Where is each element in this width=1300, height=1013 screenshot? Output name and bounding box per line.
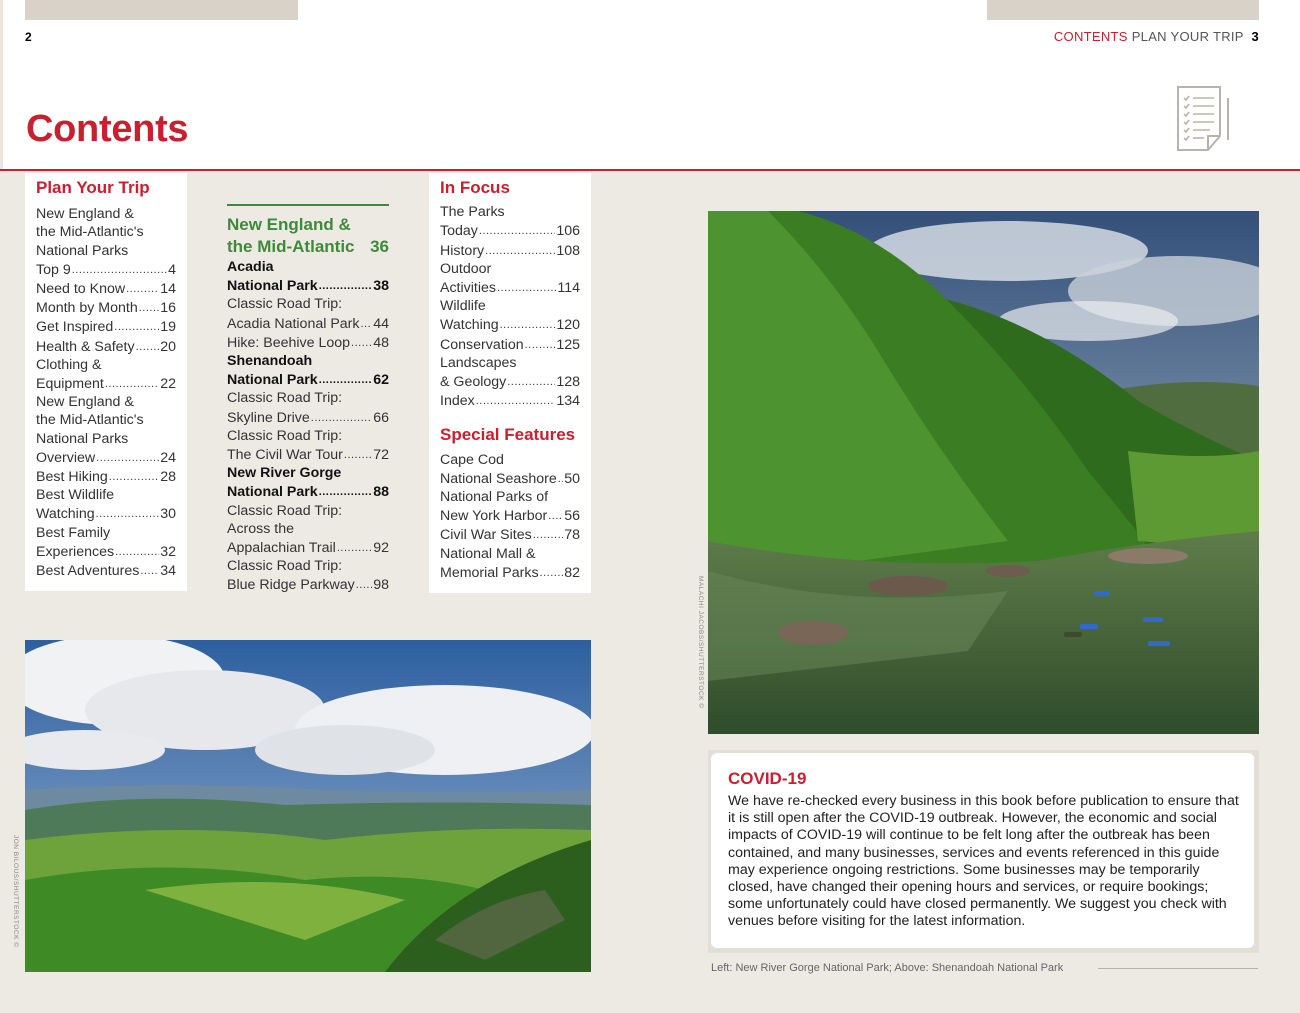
left-page-tab — [25, 0, 298, 20]
dot-leader — [114, 317, 159, 336]
toc-entry-title: Health & Safety — [36, 338, 135, 355]
toc-entry-line: National Parks of — [440, 489, 549, 506]
toc-entry-row — [36, 298, 176, 317]
toc-entry-title: Index — [440, 393, 475, 410]
in-focus-list — [440, 203, 580, 410]
toc-page-number: 114 — [557, 280, 580, 297]
toc-entry-title: Best Adventures — [36, 563, 140, 580]
shenandoah-photo — [25, 640, 591, 972]
toc-page-number: 92 — [373, 540, 389, 557]
toc-entry-row — [227, 276, 389, 295]
dot-leader — [525, 335, 556, 354]
toc-entry-row — [36, 279, 176, 298]
dot-leader — [540, 563, 564, 582]
toc-entry-title: Need to Know — [36, 281, 126, 298]
toc-entry — [36, 486, 176, 523]
toc-entry — [227, 333, 389, 352]
toc-entry-title: Month by Month — [36, 300, 138, 317]
dot-leader — [319, 482, 373, 501]
toc-entry-row — [36, 467, 176, 486]
special-features-list — [440, 451, 580, 582]
toc-entry — [227, 427, 389, 464]
toc-entry-row — [440, 469, 580, 488]
toc-entry — [36, 317, 176, 336]
toc-entry-title: Watching — [36, 506, 95, 523]
toc-entry-title: National Park — [227, 278, 318, 295]
running-header — [1054, 29, 1259, 44]
toc-entry — [36, 393, 176, 467]
toc-entry-row — [36, 337, 176, 356]
dot-leader — [558, 469, 563, 488]
toc-entry — [227, 352, 389, 389]
toc-entry-line: Classic Road Trip: — [227, 390, 343, 407]
toc-entry — [36, 298, 176, 317]
toc-entry-title: Top 9 — [36, 261, 71, 278]
toc-entry-title: The Civil War Tour — [227, 447, 343, 464]
toc-entry-title: National Park — [227, 372, 318, 389]
toc-entry-row — [440, 221, 580, 240]
toc-entry-title: Experiences — [36, 543, 115, 560]
toc-page-number: 62 — [373, 372, 389, 389]
toc-entry-line: Wildlife — [440, 298, 486, 315]
toc-page-number: 22 — [160, 376, 176, 393]
toc-entry-title: Today — [440, 223, 478, 240]
toc-page-number: 50 — [564, 470, 580, 487]
toc-page-number: 44 — [373, 315, 389, 332]
toc-entry — [227, 295, 389, 332]
plan-your-trip-list — [36, 205, 176, 580]
toc-entry-line: the Mid-Atlantic's — [36, 224, 144, 241]
toc-entry-row — [440, 335, 580, 354]
special-features-heading: Special Features — [440, 425, 576, 445]
toc-entry — [440, 488, 580, 525]
toc-entry-row — [227, 370, 389, 389]
toc-entry-line: Classic Road Trip: — [227, 502, 343, 519]
dot-leader — [319, 276, 373, 295]
covid-notice — [711, 753, 1254, 948]
toc-entry-line: Outdoor — [440, 260, 492, 277]
running-subsection: PLAN YOUR TRIP — [1131, 29, 1244, 44]
toc-entry-line: National Parks — [36, 430, 129, 447]
toc-entry — [227, 464, 389, 501]
toc-entry — [36, 356, 176, 393]
running-section: CONTENTS — [1053, 29, 1128, 44]
toc-entry — [440, 525, 580, 544]
right-page-tab — [987, 0, 1259, 20]
toc-page-number: 66 — [373, 409, 389, 426]
in-focus-box — [429, 173, 591, 593]
dot-leader — [361, 314, 373, 333]
toc-entry-row — [440, 241, 580, 260]
toc-entry-row — [227, 575, 389, 594]
dot-leader — [126, 279, 159, 298]
toc-page-number: 106 — [556, 223, 580, 240]
toc-entry — [440, 335, 580, 354]
toc-page-number: 34 — [160, 563, 176, 580]
toc-page-number: 16 — [160, 300, 176, 317]
toc-entry — [440, 203, 580, 240]
toc-page-number: 134 — [556, 393, 580, 410]
toc-page-number: 56 — [564, 508, 580, 525]
toc-entry-title: New York Harbor — [440, 508, 548, 525]
toc-entry-row — [440, 278, 580, 297]
toc-page-number: 30 — [160, 506, 176, 523]
in-focus-heading: In Focus — [440, 178, 510, 197]
toc-entry-line: New River Gorge — [227, 465, 342, 482]
dot-leader — [136, 337, 160, 356]
toc-entry-row — [440, 391, 580, 410]
toc-page-number: 82 — [564, 564, 580, 581]
toc-entry-line: The Parks — [440, 204, 505, 221]
toc-page-number: 28 — [160, 469, 176, 486]
toc-entry-line: Acadia — [227, 259, 274, 275]
toc-entry-title: Hike: Beehive Loop — [227, 334, 351, 351]
toc-entry-row — [36, 561, 176, 580]
toc-entry — [440, 297, 580, 334]
toc-entry — [36, 279, 176, 298]
dot-leader — [344, 445, 372, 464]
dot-leader — [139, 298, 159, 317]
toc-page-number: 72 — [373, 447, 389, 464]
toc-entry-title: Skyline Drive — [227, 409, 310, 426]
dot-leader — [319, 370, 373, 389]
toc-entry-row — [227, 408, 389, 427]
toc-entry-title: & Geology — [440, 374, 507, 391]
toc-entry-title: History — [440, 242, 485, 259]
toc-entry-line: National Mall & — [440, 545, 536, 562]
toc-entry-title: Conservation — [440, 336, 524, 353]
toc-entry-title: Equipment — [36, 376, 104, 393]
toc-entry — [227, 502, 389, 558]
toc-entry-line: Landscapes — [440, 354, 517, 371]
plan-your-trip-heading: Plan Your Trip — [36, 178, 150, 197]
toc-page-number: 38 — [373, 278, 389, 295]
toc-page-number: 19 — [160, 319, 176, 336]
toc-entry-line: Clothing & — [36, 356, 102, 373]
left-page-number: 2 — [25, 30, 32, 44]
toc-page-number: 125 — [556, 336, 580, 353]
dot-leader — [548, 506, 563, 525]
toc-entry — [440, 241, 580, 260]
toc-entry-row — [36, 542, 176, 561]
toc-entry — [440, 545, 580, 582]
toc-entry-title: Civil War Sites — [440, 527, 532, 544]
toc-entry-line: Cape Cod — [440, 451, 504, 468]
toc-page-number: 128 — [556, 374, 580, 391]
dot-leader — [115, 542, 159, 561]
toc-entry-row — [36, 317, 176, 336]
new-river-gorge-photo — [708, 211, 1259, 734]
toc-entry-row — [227, 445, 389, 464]
right-photo-credit: MALACHI JACOBS/SHUTTERSTOCK © — [697, 576, 704, 709]
toc-entry-row — [440, 525, 580, 544]
covid-heading: COVID-19 — [728, 769, 807, 788]
toc-entry — [36, 561, 176, 580]
toc-entry-line: Classic Road Trip: — [227, 296, 343, 313]
toc-entry-line: New England & — [36, 394, 134, 411]
dot-leader — [109, 467, 159, 486]
dot-leader — [476, 391, 556, 410]
toc-entry-title: Watching — [440, 317, 499, 334]
toc-entry-title: Acadia National Park — [227, 315, 360, 332]
region-list — [227, 258, 389, 595]
toc-entry-row — [36, 448, 176, 467]
toc-entry — [440, 391, 580, 410]
toc-entry-title: Get Inspired — [36, 319, 114, 336]
region-rule — [227, 204, 389, 206]
toc-entry-line: Classic Road Trip: — [227, 427, 343, 444]
toc-entry-title: National Seashore — [440, 470, 557, 487]
left-photo-credit: JON BILOUS/SHUTTERSTOCK © — [12, 835, 19, 948]
toc-entry-title: National Park — [227, 484, 318, 501]
toc-entry-row — [227, 314, 389, 333]
toc-entry — [227, 557, 389, 594]
region-section — [227, 204, 389, 595]
toc-entry-title: Activities — [440, 280, 496, 297]
toc-page-number: 14 — [160, 281, 176, 298]
toc-entry — [440, 354, 580, 391]
toc-entry-row — [440, 372, 580, 391]
toc-entry — [440, 451, 580, 488]
toc-page-number: 24 — [160, 449, 176, 466]
dot-leader — [311, 408, 372, 427]
toc-entry — [440, 260, 580, 297]
toc-page-number: 20 — [160, 338, 176, 355]
toc-entry-row — [440, 563, 580, 582]
dot-leader — [96, 448, 159, 467]
dot-leader — [105, 374, 159, 393]
toc-entry-row — [227, 333, 389, 352]
dot-leader — [96, 504, 160, 523]
region-heading-line2: the Mid-Atlantic 36 — [227, 237, 389, 256]
toc-entry — [36, 205, 176, 279]
toc-page-number: 108 — [556, 242, 580, 259]
dot-leader — [500, 315, 556, 334]
dot-leader — [337, 538, 372, 557]
right-page-number: 3 — [1251, 29, 1259, 44]
toc-entry — [36, 524, 176, 561]
toc-entry-row — [36, 504, 176, 523]
caption-rule — [1098, 968, 1258, 969]
dot-leader — [479, 221, 555, 240]
toc-page-number: 120 — [556, 317, 580, 334]
toc-page-number: 78 — [564, 527, 580, 544]
toc-entry-line: Across the — [227, 520, 295, 537]
toc-page-number: 88 — [373, 484, 389, 501]
checklist-document-icon — [1170, 84, 1234, 156]
toc-entry-title: Blue Ridge Parkway — [227, 577, 355, 594]
toc-entry-title: Overview — [36, 449, 96, 466]
toc-entry — [227, 258, 389, 295]
toc-entry-row — [36, 260, 176, 279]
dot-leader — [507, 372, 555, 391]
toc-entry-title: Appalachian Trail — [227, 540, 336, 557]
toc-entry-row — [36, 374, 176, 393]
region-heading-line1: New England & — [227, 215, 351, 234]
covid-body: We have re-checked every business in this book before publication to ensure that it is still open after the COVID-19 outbreak. However, the economic and social impacts of COVID-19 will continue to be felt long after the outbreak has been contained, and many businesses, services and events referenced in this guide may experience ongoing restrictions. Some businesses may be temporarily closed, have changed their opening hours and services, or require bookings; some unfortunately could have closed permanently. We suggest you check with venues before visiting for the latest information. — [728, 793, 1239, 930]
plan-your-trip-box — [25, 173, 187, 591]
toc-page-number: 32 — [160, 543, 176, 560]
toc-entry-line: Best Wildlife — [36, 487, 115, 504]
toc-entry — [36, 337, 176, 356]
toc-entry-line: Best Family — [36, 524, 111, 541]
toc-entry — [36, 467, 176, 486]
page-title: Contents — [26, 108, 189, 150]
toc-entry-row — [440, 506, 580, 525]
toc-entry-row — [227, 538, 389, 557]
dot-leader — [485, 241, 555, 260]
toc-entry-line: National Parks — [36, 242, 129, 259]
photo-caption: Left: New River Gorge National Park; Above: Shenandoah National Park — [711, 962, 1064, 974]
toc-entry-line: the Mid-Atlantic's — [36, 412, 144, 429]
toc-entry-title: Best Hiking — [36, 469, 108, 486]
toc-entry-line: Classic Road Trip: — [227, 558, 343, 575]
dot-leader — [72, 260, 167, 279]
toc-entry — [227, 389, 389, 426]
dot-leader — [533, 525, 564, 544]
toc-page-number: 4 — [168, 261, 176, 278]
dot-leader — [356, 575, 372, 594]
toc-entry-line: Shenandoah — [227, 353, 313, 370]
toc-entry-row — [440, 315, 580, 334]
dot-leader — [497, 278, 556, 297]
region-heading-page: 36 — [370, 237, 389, 256]
dot-leader — [140, 561, 159, 580]
toc-entry-title: Memorial Parks — [440, 564, 539, 581]
toc-page-number: 98 — [373, 577, 389, 594]
dot-leader — [351, 333, 372, 352]
toc-entry-line: New England & — [36, 206, 134, 223]
toc-page-number: 48 — [373, 334, 389, 351]
toc-entry-row — [227, 482, 389, 501]
